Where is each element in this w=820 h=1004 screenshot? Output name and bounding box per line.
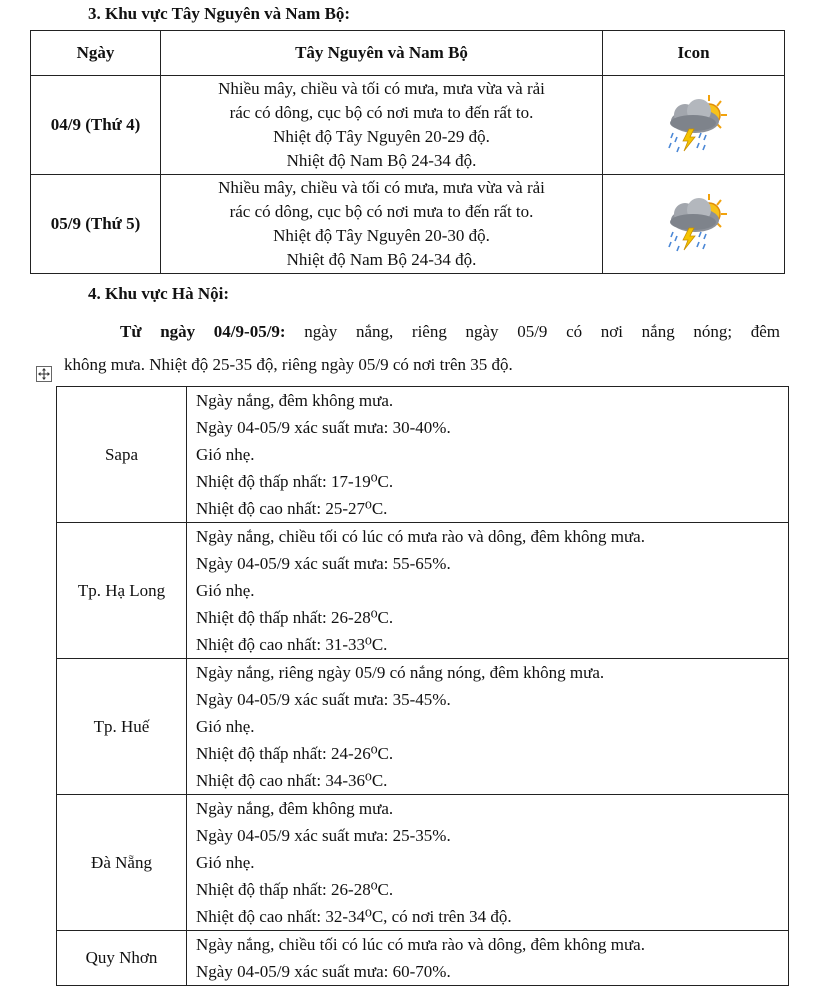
forecast-line: rác có dông, cục bộ có nơi mưa to đến rất to. xyxy=(229,202,534,221)
info-line: Ngày nắng, chiều tối có lúc có mưa rào và dông, đêm không mưa. xyxy=(196,527,645,546)
forecast-line: rác có dông, cục bộ có nơi mưa to đến rất to. xyxy=(229,103,534,122)
forecast-line: Nhiều mây, chiều và tối có mưa, mưa vừa và rải xyxy=(218,178,545,197)
info-line: Gió nhẹ. xyxy=(196,717,255,736)
info-line: Gió nhẹ. xyxy=(196,581,255,600)
section3-heading: 3. Khu vực Tây Nguyên và Nam Bộ: xyxy=(88,4,351,23)
table-row xyxy=(57,795,789,931)
icon-cell xyxy=(603,76,785,175)
city-info-cell xyxy=(187,931,789,986)
hanoi-summary-line2: không mưa. Nhiệt độ 25-35 độ, riêng ngày 05/9 có nơi trên 35 độ. xyxy=(64,355,513,374)
table-row xyxy=(31,76,785,175)
table-row xyxy=(31,175,785,274)
info-line: Ngày nắng, đêm không mưa. xyxy=(196,799,394,818)
forecast-cell xyxy=(161,175,603,274)
city-cell: Đà Nẵng xyxy=(57,795,187,931)
info-line: Nhiệt độ thấp nhất: 24-26⁰C. xyxy=(196,744,394,763)
info-line: Ngày 04-05/9 xác suất mưa: 35-45%. xyxy=(196,690,451,709)
move-arrows-icon xyxy=(37,367,51,381)
day-cell: 05/9 (Thứ 5) xyxy=(31,175,161,274)
table-header-row xyxy=(31,31,785,76)
city-info-cell xyxy=(187,387,789,523)
city-forecast-table xyxy=(56,386,789,986)
thunderstorm-sun-icon xyxy=(659,91,729,155)
header-region: Tây Nguyên và Nam Bộ xyxy=(161,31,603,76)
day-cell: 04/9 (Thứ 4) xyxy=(31,76,161,175)
table-row xyxy=(57,387,789,523)
city-info-cell xyxy=(187,659,789,795)
city-cell: Tp. Hạ Long xyxy=(57,523,187,659)
table-row xyxy=(57,931,789,986)
table-row xyxy=(57,523,789,659)
info-line: Ngày 04-05/9 xác suất mưa: 25-35%. xyxy=(196,826,451,845)
table-move-handle-icon[interactable] xyxy=(36,366,52,382)
city-cell: Sapa xyxy=(57,387,187,523)
info-line: Nhiệt độ thấp nhất: 17-19⁰C. xyxy=(196,472,394,491)
section4-heading: 4. Khu vực Hà Nội: xyxy=(88,284,230,303)
info-line: Nhiệt độ cao nhất: 31-33⁰C. xyxy=(196,635,388,654)
central-highlands-south-forecast-table xyxy=(30,30,785,274)
city-cell: Quy Nhơn xyxy=(57,931,187,986)
forecast-cell xyxy=(161,76,603,175)
info-line: Nhiệt độ cao nhất: 32-34⁰C, có nơi trên 34 độ. xyxy=(196,907,512,926)
city-info-cell xyxy=(187,795,789,931)
city-cell: Tp. Huế xyxy=(57,659,187,795)
info-line: Ngày nắng, riêng ngày 05/9 có nắng nóng, đêm không mưa. xyxy=(196,663,605,682)
city-info-cell xyxy=(187,523,789,659)
forecast-line: Nhiệt độ Nam Bộ 24-34 độ. xyxy=(286,151,477,170)
hanoi-summary-rest: ngày nắng, riêng ngày 05/9 có nơi nắng nóng; đêm xyxy=(285,322,781,341)
info-line: Nhiệt độ cao nhất: 25-27⁰C. xyxy=(196,499,388,518)
info-line: Gió nhẹ. xyxy=(196,445,255,464)
hanoi-summary-line1 xyxy=(120,322,780,342)
info-line: Ngày nắng, chiều tối có lúc có mưa rào và dông, đêm không mưa. xyxy=(196,935,645,954)
info-line: Gió nhẹ. xyxy=(196,853,255,872)
header-day: Ngày xyxy=(31,31,161,76)
info-line: Ngày 04-05/9 xác suất mưa: 60-70%. xyxy=(196,962,451,981)
info-line: Ngày nắng, đêm không mưa. xyxy=(196,391,394,410)
info-line: Nhiệt độ cao nhất: 34-36⁰C. xyxy=(196,771,388,790)
forecast-line: Nhiệt độ Nam Bộ 24-34 độ. xyxy=(286,250,477,269)
hanoi-summary-lead: Từ ngày 04/9-05/9: xyxy=(120,322,286,341)
header-icon: Icon xyxy=(603,31,785,76)
info-line: Ngày 04-05/9 xác suất mưa: 30-40%. xyxy=(196,418,451,437)
forecast-line: Nhiệt độ Tây Nguyên 20-30 độ. xyxy=(273,226,490,245)
forecast-line: Nhiều mây, chiều và tối có mưa, mưa vừa và rải xyxy=(218,79,545,98)
info-line: Nhiệt độ thấp nhất: 26-28⁰C. xyxy=(196,608,394,627)
info-line: Ngày 04-05/9 xác suất mưa: 55-65%. xyxy=(196,554,451,573)
forecast-line: Nhiệt độ Tây Nguyên 20-29 độ. xyxy=(273,127,490,146)
table-row xyxy=(57,659,789,795)
info-line: Nhiệt độ thấp nhất: 26-28⁰C. xyxy=(196,880,394,899)
icon-cell xyxy=(603,175,785,274)
thunderstorm-sun-icon xyxy=(659,190,729,254)
